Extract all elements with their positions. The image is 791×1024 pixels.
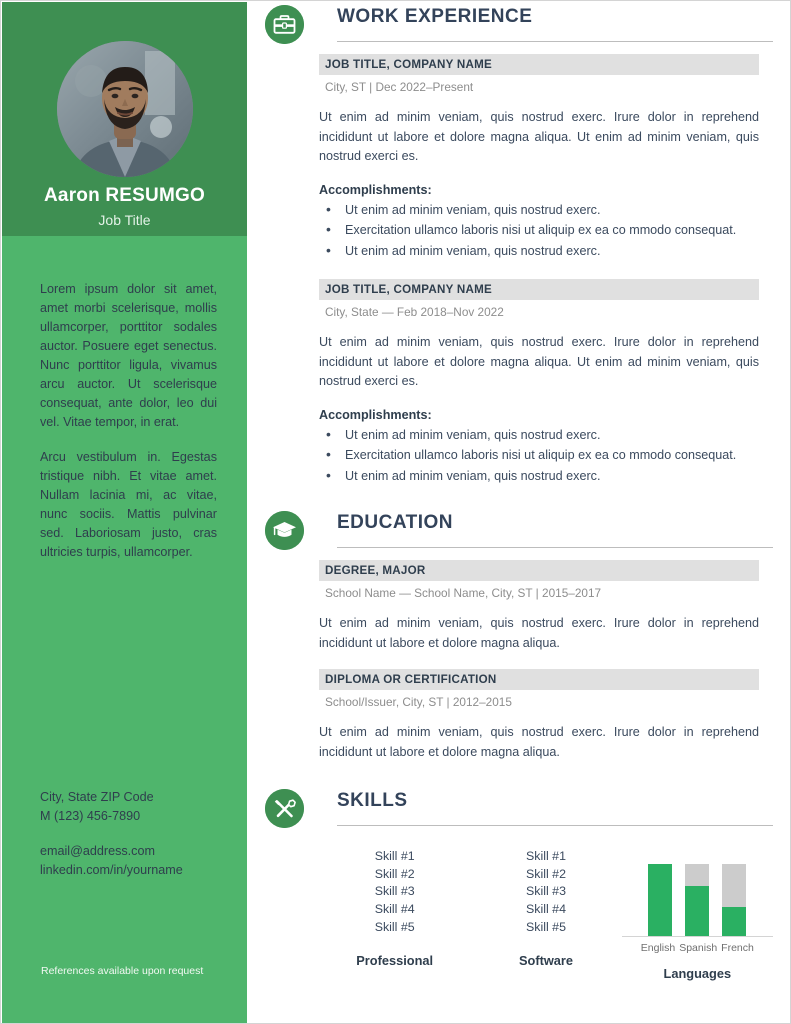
portrait-photo xyxy=(57,41,193,177)
entry-meta: School/Issuer, City, ST | 2012–2015 xyxy=(325,695,512,709)
entry-spacer xyxy=(319,653,759,669)
section-header xyxy=(265,2,791,54)
accomplishments-label: Accomplishments: xyxy=(319,407,432,422)
skills-column-label: Professional xyxy=(356,952,434,968)
contact-phone: M (123) 456-7890 xyxy=(40,809,141,823)
bar-track xyxy=(648,864,672,936)
work-entry xyxy=(319,279,759,486)
section-education xyxy=(247,508,791,762)
skills-column-software xyxy=(470,848,621,981)
sidebar-header xyxy=(2,2,247,236)
entry-heading: DEGREE, MAJOR xyxy=(319,560,759,581)
skill-item: Skill #2 xyxy=(374,866,415,881)
main-content xyxy=(247,2,791,981)
list-item: • Ut enim ad minim veniam, quis nostrud exerc. xyxy=(345,201,759,221)
skill-item: Skill #3 xyxy=(374,884,415,899)
contact-email[interactable]: email@address.com xyxy=(40,844,155,858)
contact-block xyxy=(40,788,240,880)
bar-track xyxy=(722,864,746,936)
section-divider xyxy=(337,825,773,826)
chart-tick-label: English xyxy=(640,942,676,954)
section-divider xyxy=(337,41,773,42)
contact-linkedin[interactable]: linkedin.com/in/yourname xyxy=(40,863,183,877)
summary-paragraph: Arcu vestibulum in. Egestas tristique nibh. Et vitae amet. Nullam lacinia mi, ac vitae, nunc sociis. Mattis pulvinar sed. Laboriosam justo, cras ultricies turpis, ullamcorper. xyxy=(40,450,217,559)
list-item: • Exercitation ullamco laboris nisi ut aliquip ex ea co mmodo consequat. xyxy=(345,446,759,466)
person-job-title: Job Title xyxy=(98,212,151,228)
education-entry xyxy=(319,560,759,653)
education-entries xyxy=(319,560,759,762)
accomplishments-label: Accomplishments: xyxy=(319,182,432,197)
entry-summary: Ut enim ad minim veniam, quis nostrud exerc. Irure dolor in reprehend incididunt ut labore et dolore magna aliqua. xyxy=(319,725,759,759)
skills-grid xyxy=(319,848,773,981)
chart-tick-label: French xyxy=(721,942,754,954)
sidebar xyxy=(2,2,247,1024)
entry-meta: City, ST | Dec 2022–Present xyxy=(325,80,474,94)
section-title: SKILLS xyxy=(337,790,408,811)
summary-paragraph: Lorem ipsum dolor sit amet, amet morbi scelerisque, mollis ullamcorper, porttitor sodales auctor. Posuere eget senectus. Nunc porttitor ligula, vivamus arcu auctor. Ut scelerisque consequat, ante dolor, leo dui vel. Vitae tempor, in erat. xyxy=(40,282,217,429)
person-name: Aaron RESUMGO xyxy=(44,185,205,206)
entry-heading: JOB TITLE, COMPANY NAME xyxy=(319,54,759,75)
entry-meta: School Name — School Name, City, ST | 2015–2017 xyxy=(325,586,602,600)
entry-summary: Ut enim ad minim veniam, quis nostrud exerc. Irure dolor in reprehend incididunt ut labore et dolore magna aliqua. Ut enim ad minim veniam, quis nostrud exerci es. xyxy=(319,335,759,388)
education-entry xyxy=(319,669,759,762)
languages-chart xyxy=(622,848,773,981)
entry-meta: City, State — Feb 2018–Nov 2022 xyxy=(325,305,504,319)
references-note: References available upon request xyxy=(41,965,204,977)
section-skills xyxy=(247,786,791,981)
graduation-cap-icon xyxy=(265,511,304,550)
section-header xyxy=(265,508,791,560)
list-item: • Exercitation ullamco laboris nisi ut aliquip ex ea co mmodo consequat. xyxy=(345,221,759,241)
entry-spacer xyxy=(319,262,759,279)
section-header xyxy=(265,786,791,838)
list-item: • Ut enim ad minim veniam, quis nostrud exerc. xyxy=(345,242,759,262)
accomplishments-list xyxy=(319,201,759,262)
chart-tick-label: Spanish xyxy=(679,942,718,954)
entry-heading: DIPLOMA OR CERTIFICATION xyxy=(319,669,759,690)
skill-item: Skill #4 xyxy=(374,902,415,917)
skills-column-professional xyxy=(319,848,470,981)
skill-item: Skill #1 xyxy=(526,849,566,863)
skill-item: Skill #1 xyxy=(374,849,415,863)
entry-heading: JOB TITLE, COMPANY NAME xyxy=(319,279,759,300)
section-work-experience xyxy=(247,2,791,486)
list-item: • Ut enim ad minim veniam, quis nostrud exerc. xyxy=(345,467,759,487)
skill-item: Skill #5 xyxy=(374,919,415,934)
contact-spacer xyxy=(40,826,240,842)
bar-fill-french xyxy=(722,907,746,936)
chart-tick-labels xyxy=(622,942,773,954)
bar-track xyxy=(685,864,709,936)
language-bar-chart xyxy=(622,848,773,937)
work-entry xyxy=(319,54,759,261)
skills-column-label: Software xyxy=(518,952,574,968)
bar-fill-english xyxy=(648,864,672,936)
skill-item: Skill #3 xyxy=(526,884,566,899)
briefcase-icon xyxy=(265,5,304,44)
skills-column-label: Languages xyxy=(663,966,732,981)
tools-icon xyxy=(265,789,304,828)
work-entries xyxy=(319,54,759,486)
entry-summary: Ut enim ad minim veniam, quis nostrud exerc. Irure dolor in reprehend incididunt ut labore et dolore magna aliqua. xyxy=(319,616,759,650)
skill-item: Skill #2 xyxy=(526,866,566,881)
skill-item: Skill #5 xyxy=(526,919,566,934)
accomplishments-list xyxy=(319,426,759,487)
list-item: • Ut enim ad minim veniam, quis nostrud exerc. xyxy=(345,426,759,446)
avatar xyxy=(57,41,193,177)
bar-fill-spanish xyxy=(685,886,709,936)
entry-summary: Ut enim ad minim veniam, quis nostrud exerc. Irure dolor in reprehend incididunt ut labore et dolore magna aliqua. Ut enim ad minim veniam, quis nostrud exerci es. xyxy=(319,110,759,163)
section-title: WORK EXPERIENCE xyxy=(337,6,533,27)
section-title: EDUCATION xyxy=(337,512,454,533)
sidebar-summary xyxy=(2,236,247,562)
skill-item: Skill #4 xyxy=(526,902,566,917)
contact-address: City, State ZIP Code xyxy=(40,790,154,804)
section-divider xyxy=(337,547,773,548)
